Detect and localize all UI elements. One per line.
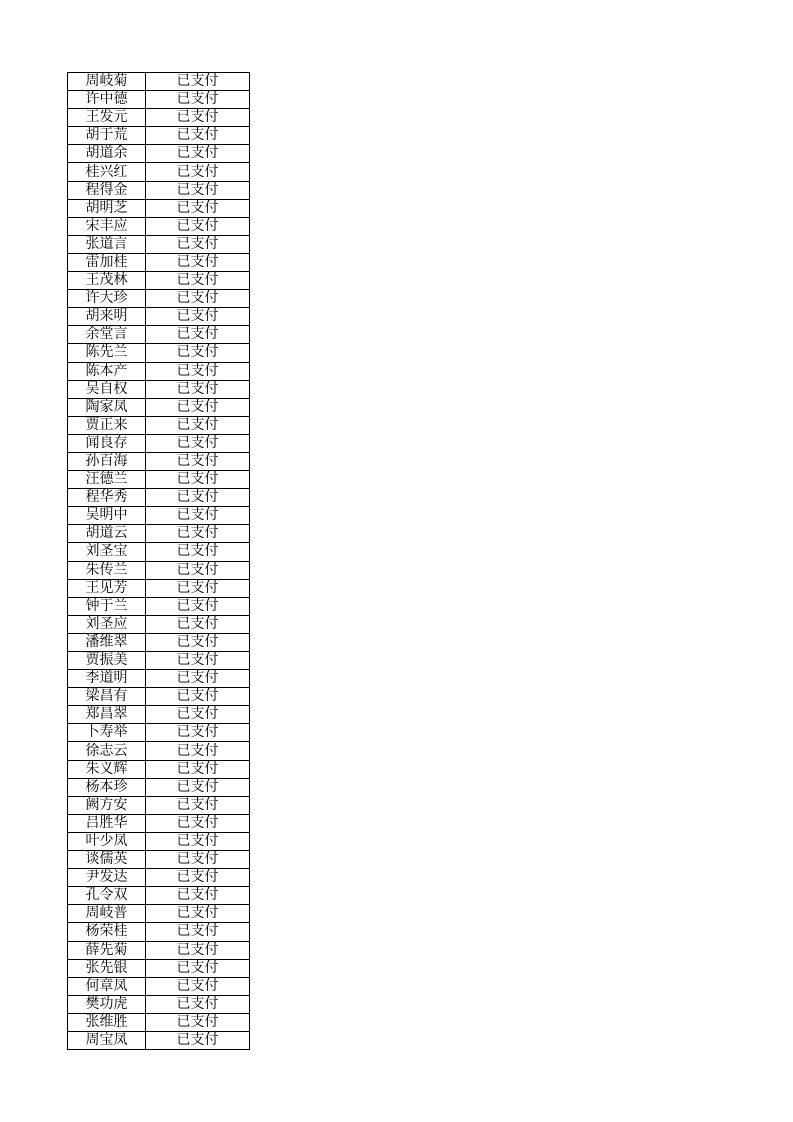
payment-status-cell: 已支付 xyxy=(146,326,250,344)
name-cell: 杨荣桂 xyxy=(68,923,146,941)
payment-status-cell: 已支付 xyxy=(146,814,250,832)
table-row xyxy=(68,344,250,362)
name-cell: 郑昌翠 xyxy=(68,706,146,724)
payment-status-cell: 已支付 xyxy=(146,91,250,109)
payment-status-cell: 已支付 xyxy=(146,597,250,615)
payment-status-cell: 已支付 xyxy=(146,688,250,706)
table-row xyxy=(68,181,250,199)
name-cell: 周岐菊 xyxy=(68,73,146,91)
payment-status-cell: 已支付 xyxy=(146,235,250,253)
name-cell: 朱义辉 xyxy=(68,760,146,778)
table-row xyxy=(68,778,250,796)
payment-status-cell: 已支付 xyxy=(146,561,250,579)
table-row xyxy=(68,760,250,778)
table-row xyxy=(68,905,250,923)
table-row xyxy=(68,525,250,543)
table-row xyxy=(68,1013,250,1031)
payment-status-cell: 已支付 xyxy=(146,181,250,199)
payment-status-cell: 已支付 xyxy=(146,760,250,778)
table-row xyxy=(68,471,250,489)
payment-status-cell: 已支付 xyxy=(146,579,250,597)
payment-sheet xyxy=(67,72,250,1050)
name-cell: 徐志云 xyxy=(68,742,146,760)
name-cell: 梁昌有 xyxy=(68,688,146,706)
payment-status-cell: 已支付 xyxy=(146,941,250,959)
payment-status-cell: 已支付 xyxy=(146,778,250,796)
payment-status-cell: 已支付 xyxy=(146,905,250,923)
payment-table xyxy=(67,72,250,1050)
payment-status-cell: 已支付 xyxy=(146,652,250,670)
payment-status-cell: 已支付 xyxy=(146,380,250,398)
name-cell: 樊功虎 xyxy=(68,995,146,1013)
table-row xyxy=(68,688,250,706)
name-cell: 薛先菊 xyxy=(68,941,146,959)
table-row xyxy=(68,869,250,887)
name-cell: 胡道云 xyxy=(68,525,146,543)
payment-status-cell: 已支付 xyxy=(146,471,250,489)
table-row xyxy=(68,145,250,163)
payment-status-cell: 已支付 xyxy=(146,615,250,633)
payment-status-cell: 已支付 xyxy=(146,452,250,470)
payment-status-cell: 已支付 xyxy=(146,308,250,326)
table-row xyxy=(68,91,250,109)
table-row xyxy=(68,326,250,344)
table-row xyxy=(68,561,250,579)
payment-status-cell: 已支付 xyxy=(146,290,250,308)
payment-status-cell: 已支付 xyxy=(146,887,250,905)
payment-status-cell: 已支付 xyxy=(146,832,250,850)
table-row xyxy=(68,706,250,724)
payment-status-cell: 已支付 xyxy=(146,724,250,742)
table-row xyxy=(68,887,250,905)
table-row xyxy=(68,73,250,91)
table-row xyxy=(68,217,250,235)
name-cell: 雷加桂 xyxy=(68,253,146,271)
table-row xyxy=(68,163,250,181)
payment-table-body xyxy=(68,73,250,1050)
payment-status-cell: 已支付 xyxy=(146,525,250,543)
payment-status-cell: 已支付 xyxy=(146,507,250,525)
table-row xyxy=(68,597,250,615)
payment-status-cell: 已支付 xyxy=(146,1013,250,1031)
payment-status-cell: 已支付 xyxy=(146,1031,250,1049)
payment-status-cell: 已支付 xyxy=(146,163,250,181)
payment-status-cell: 已支付 xyxy=(146,253,250,271)
table-row xyxy=(68,380,250,398)
name-cell: 吴明中 xyxy=(68,507,146,525)
payment-status-cell: 已支付 xyxy=(146,344,250,362)
payment-status-cell: 已支付 xyxy=(146,73,250,91)
name-cell: 胡明芝 xyxy=(68,199,146,217)
name-cell: 胡来明 xyxy=(68,308,146,326)
payment-status-cell: 已支付 xyxy=(146,109,250,127)
table-row xyxy=(68,253,250,271)
name-cell: 余堂言 xyxy=(68,326,146,344)
name-cell: 杨本珍 xyxy=(68,778,146,796)
payment-status-cell: 已支付 xyxy=(146,851,250,869)
table-row xyxy=(68,941,250,959)
table-row xyxy=(68,543,250,561)
table-row xyxy=(68,796,250,814)
payment-status-cell: 已支付 xyxy=(146,489,250,507)
name-cell: 陈本产 xyxy=(68,362,146,380)
name-cell: 王茂林 xyxy=(68,272,146,290)
table-row xyxy=(68,615,250,633)
name-cell: 李道明 xyxy=(68,670,146,688)
table-row xyxy=(68,199,250,217)
name-cell: 尹发达 xyxy=(68,869,146,887)
name-cell: 桂兴红 xyxy=(68,163,146,181)
table-row xyxy=(68,127,250,145)
name-cell: 钟于兰 xyxy=(68,597,146,615)
name-cell: 阙方安 xyxy=(68,796,146,814)
name-cell: 许大珍 xyxy=(68,290,146,308)
table-row xyxy=(68,724,250,742)
name-cell: 朱传兰 xyxy=(68,561,146,579)
name-cell: 闻良存 xyxy=(68,434,146,452)
payment-status-cell: 已支付 xyxy=(146,434,250,452)
name-cell: 胡道余 xyxy=(68,145,146,163)
name-cell: 胡于荒 xyxy=(68,127,146,145)
table-row xyxy=(68,814,250,832)
name-cell: 贾振美 xyxy=(68,652,146,670)
payment-status-cell: 已支付 xyxy=(146,272,250,290)
table-row xyxy=(68,489,250,507)
table-row xyxy=(68,670,250,688)
payment-status-cell: 已支付 xyxy=(146,995,250,1013)
table-row xyxy=(68,290,250,308)
payment-status-cell: 已支付 xyxy=(146,398,250,416)
name-cell: 陶家凤 xyxy=(68,398,146,416)
name-cell: 张维胜 xyxy=(68,1013,146,1031)
name-cell: 卜寿举 xyxy=(68,724,146,742)
name-cell: 叶少凤 xyxy=(68,832,146,850)
name-cell: 潘维翠 xyxy=(68,633,146,651)
name-cell: 宋丰应 xyxy=(68,217,146,235)
payment-status-cell: 已支付 xyxy=(146,742,250,760)
table-row xyxy=(68,434,250,452)
table-row xyxy=(68,416,250,434)
name-cell: 王发元 xyxy=(68,109,146,127)
table-row xyxy=(68,995,250,1013)
payment-status-cell: 已支付 xyxy=(146,706,250,724)
table-row xyxy=(68,452,250,470)
name-cell: 刘圣宝 xyxy=(68,543,146,561)
payment-status-cell: 已支付 xyxy=(146,869,250,887)
name-cell: 陈先兰 xyxy=(68,344,146,362)
table-row xyxy=(68,633,250,651)
table-row xyxy=(68,923,250,941)
name-cell: 刘圣应 xyxy=(68,615,146,633)
name-cell: 何章凤 xyxy=(68,977,146,995)
payment-status-cell: 已支付 xyxy=(146,416,250,434)
table-row xyxy=(68,235,250,253)
name-cell: 贾正来 xyxy=(68,416,146,434)
payment-status-cell: 已支付 xyxy=(146,199,250,217)
table-row xyxy=(68,832,250,850)
payment-status-cell: 已支付 xyxy=(146,543,250,561)
table-row xyxy=(68,579,250,597)
payment-status-cell: 已支付 xyxy=(146,127,250,145)
table-row xyxy=(68,362,250,380)
table-row xyxy=(68,308,250,326)
table-row xyxy=(68,959,250,977)
table-row xyxy=(68,652,250,670)
table-row xyxy=(68,742,250,760)
table-row xyxy=(68,272,250,290)
name-cell: 程华秀 xyxy=(68,489,146,507)
name-cell: 张道言 xyxy=(68,235,146,253)
table-row xyxy=(68,1031,250,1049)
name-cell: 周宝凤 xyxy=(68,1031,146,1049)
payment-status-cell: 已支付 xyxy=(146,796,250,814)
name-cell: 吴自权 xyxy=(68,380,146,398)
name-cell: 周岐普 xyxy=(68,905,146,923)
table-row xyxy=(68,977,250,995)
table-row xyxy=(68,507,250,525)
payment-status-cell: 已支付 xyxy=(146,633,250,651)
name-cell: 王见芳 xyxy=(68,579,146,597)
name-cell: 许中德 xyxy=(68,91,146,109)
payment-status-cell: 已支付 xyxy=(146,923,250,941)
name-cell: 汪德兰 xyxy=(68,471,146,489)
payment-status-cell: 已支付 xyxy=(146,217,250,235)
payment-status-cell: 已支付 xyxy=(146,977,250,995)
table-row xyxy=(68,109,250,127)
payment-status-cell: 已支付 xyxy=(146,670,250,688)
name-cell: 吕胜华 xyxy=(68,814,146,832)
name-cell: 谈儒英 xyxy=(68,851,146,869)
payment-status-cell: 已支付 xyxy=(146,362,250,380)
table-row xyxy=(68,851,250,869)
payment-status-cell: 已支付 xyxy=(146,959,250,977)
name-cell: 张先银 xyxy=(68,959,146,977)
name-cell: 程得金 xyxy=(68,181,146,199)
name-cell: 孔令双 xyxy=(68,887,146,905)
payment-status-cell: 已支付 xyxy=(146,145,250,163)
table-row xyxy=(68,398,250,416)
name-cell: 孙百海 xyxy=(68,452,146,470)
